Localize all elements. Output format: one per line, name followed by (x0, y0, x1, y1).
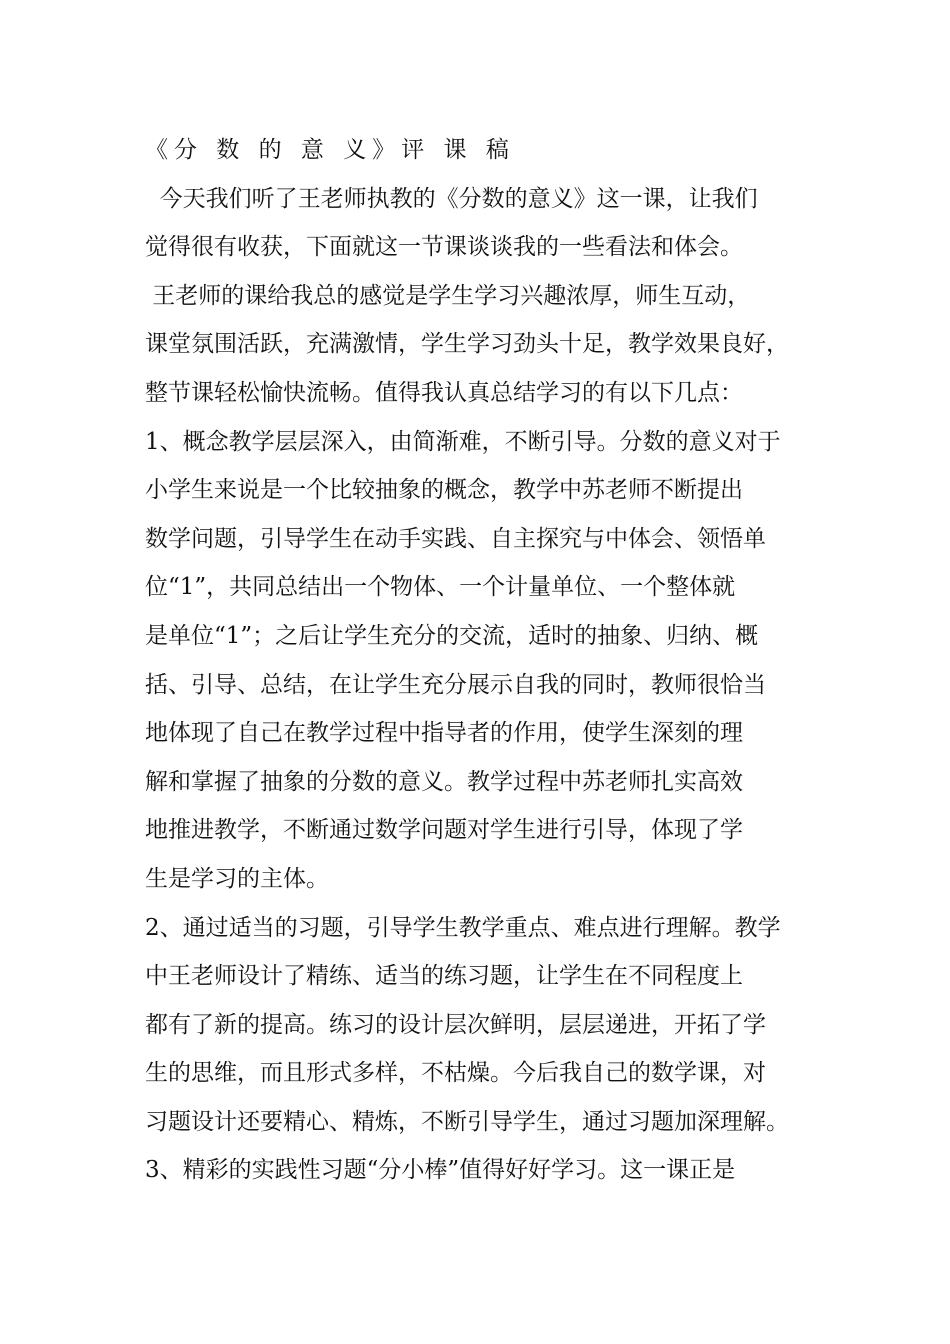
text-line: 觉得很有收获，下面就这一节课谈谈我的一些看法和体会。 (145, 234, 743, 261)
text-line: 生的思维，而且形式多样，不枯燥。今后我自己的数学课，对 (145, 1060, 766, 1087)
text-line: 3、精彩的实践性习题“分小棒”值得好好学习。这一课正是 (145, 1157, 736, 1184)
text-line: 位“1”，共同总结出一个物体、一个计量单位、一个整体就 (145, 574, 736, 601)
text-line: 整节课轻松愉快流畅。值得我认真总结学习的有以下几点： (145, 379, 743, 406)
text-line: 是单位“1”；之后让学生充分的交流，适时的抽象、归纳、概 (145, 622, 759, 649)
document-title: 《分 数 的 意 义》评 课 稿 (145, 137, 515, 163)
text-line: 2、通过适当的习题，引导学生教学重点、难点进行理解。教学 (145, 914, 781, 941)
text-line: 中王老师设计了精练、适当的练习题，让学生在不同程度上 (145, 963, 743, 990)
text-line: 小学生来说是一个比较抽象的概念，教学中苏老师不断提出 (145, 477, 743, 504)
text-line: 1、概念教学层层深入，由简渐难，不断引导。分数的意义对于 (145, 428, 781, 455)
text-line: 课堂氛围活跃，充满激情，学生学习劲头十足，教学效果良好， (145, 331, 789, 358)
text-line: 解和掌握了抽象的分数的意义。教学过程中苏老师扎实高效 (145, 768, 743, 795)
text-line: 都有了新的提高。练习的设计层次鲜明，层层递进，开拓了学 (145, 1011, 766, 1038)
text-line: 地体现了自己在教学过程中指导者的作用，使学生深刻的理 (145, 720, 743, 747)
text-line: 今天我们听了王老师执教的《分数的意义》这一课，让我们 (145, 185, 758, 212)
document-body (145, 126, 815, 1195)
text-line: 地推进教学，不断通过数学问题对学生进行引导，体现了学 (145, 817, 743, 844)
text-line: 数学问题，引导学生在动手实践、自主探究与中体会、领悟单 (145, 525, 766, 552)
text-line: 习题设计还要精心、精炼，不断引导学生，通过习题加深理解。 (145, 1108, 789, 1135)
text-line: 括、引导、总结，在让学生充分展示自我的同时，教师很恰当 (145, 671, 766, 698)
text-line: 生是学习的主体。 (145, 865, 329, 892)
text-line: 王老师的课给我总的感觉是学生学习兴趣浓厚，师生互动， (145, 282, 751, 309)
